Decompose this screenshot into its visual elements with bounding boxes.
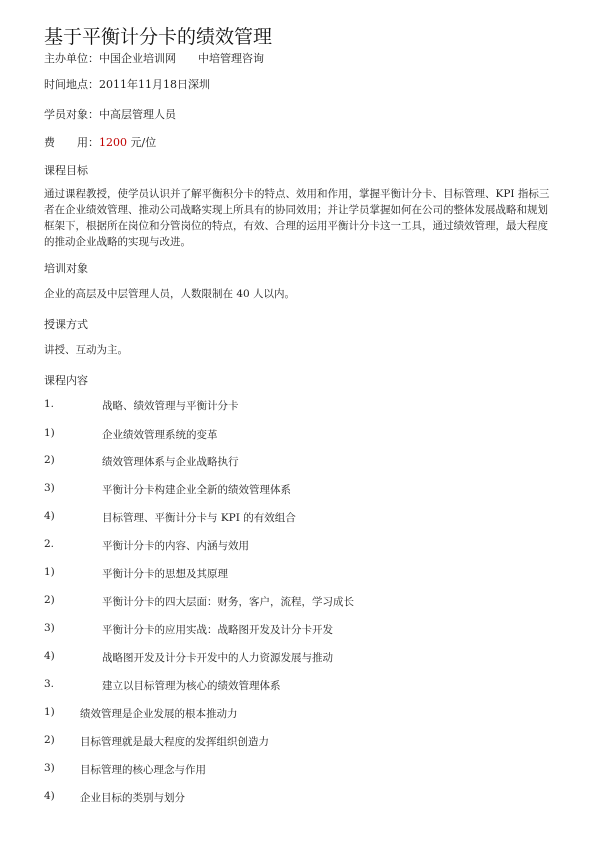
method-heading: 授课方式 <box>44 318 88 331</box>
item-number: 3) <box>44 762 55 774</box>
item-text: 企业绩效管理系统的变革 <box>102 429 218 441</box>
item-number: 4) <box>44 650 55 662</box>
time-place-line: 时间地点：2011年11月18日深圳 <box>44 78 210 91</box>
organizer-label: 主办单位： <box>44 52 99 65</box>
item-number: 4) <box>44 510 55 522</box>
fee-label: 费 用： <box>44 136 99 149</box>
organizer-line <box>44 50 264 66</box>
item-text: 战略图开发及计分卡开发中的人力资源发展与推动 <box>102 652 333 664</box>
item-number: 4) <box>44 790 55 802</box>
item-text: 目标管理、平衡计分卡与 KPI 的有效组合 <box>102 512 296 524</box>
item-text: 平衡计分卡构建企业全新的绩效管理体系 <box>102 484 291 496</box>
item-number: 2) <box>44 734 55 746</box>
fee-price: 1200 <box>99 136 127 149</box>
page-title: 基于平衡计分卡的绩效管理 <box>44 26 273 48</box>
item-number: 3) <box>44 622 55 634</box>
item-text: 目标管理的核心理念与作用 <box>80 764 206 776</box>
item-number: 3. <box>44 678 55 690</box>
goal-paragraph: 通过课程教授，使学员认识并了解平衡积分卡的特点、效用和作用，掌握平衡计分卡、目标管理、KPI 指标三者在企业绩效管理、推动公司战略实现上所具有的协同效用；并让学员掌握如何在公司的整体发展战略和规划框架下，根据所在岗位和分管岗位的特点，有效、合理的运用平衡计分卡这一工具，通过绩效管理，最大程度的推动企业战略的实现与改进。 <box>44 188 550 248</box>
target-heading: 培训对象 <box>44 262 88 275</box>
item-text: 绩效管理体系与企业战略执行 <box>102 456 239 468</box>
item-number: 1) <box>44 566 55 578</box>
item-text: 绩效管理是企业发展的根本推动力 <box>80 708 238 720</box>
item-number: 1) <box>44 427 55 439</box>
fee-unit: 元/位 <box>130 136 157 149</box>
item-number: 2) <box>44 454 55 466</box>
item-text: 建立以目标管理为核心的绩效管理体系 <box>102 680 281 692</box>
item-text: 平衡计分卡的四大层面：财务，客户，流程，学习成长 <box>102 596 354 608</box>
target-paragraph: 企业的高层及中层管理人员，人数限制在 40 人以内。 <box>44 288 296 300</box>
method-paragraph: 讲授、互动为主。 <box>44 344 128 356</box>
item-number: 3) <box>44 482 55 494</box>
item-text: 平衡计分卡的应用实战：战略图开发及计分卡开发 <box>102 624 333 636</box>
item-text: 目标管理就是最大程度的发挥组织创造力 <box>80 736 269 748</box>
item-text: 平衡计分卡的内容、内涵与效用 <box>102 540 249 552</box>
audience-line: 学员对象：中高层管理人员 <box>44 108 176 121</box>
organizer-2: 中培管理咨询 <box>198 52 264 65</box>
fee-line <box>44 134 156 150</box>
goal-heading: 课程目标 <box>44 164 88 177</box>
item-text: 战略、绩效管理与平衡计分卡 <box>102 400 239 412</box>
organizer-1: 中国企业培训网 <box>99 52 176 65</box>
item-text: 企业目标的类别与划分 <box>80 792 185 804</box>
item-number: 2. <box>44 538 55 550</box>
item-number: 1) <box>44 706 55 718</box>
item-number: 1. <box>44 398 55 410</box>
item-text: 平衡计分卡的思想及其原理 <box>102 568 228 580</box>
item-number: 2) <box>44 594 55 606</box>
content-heading: 课程内容 <box>44 374 88 387</box>
